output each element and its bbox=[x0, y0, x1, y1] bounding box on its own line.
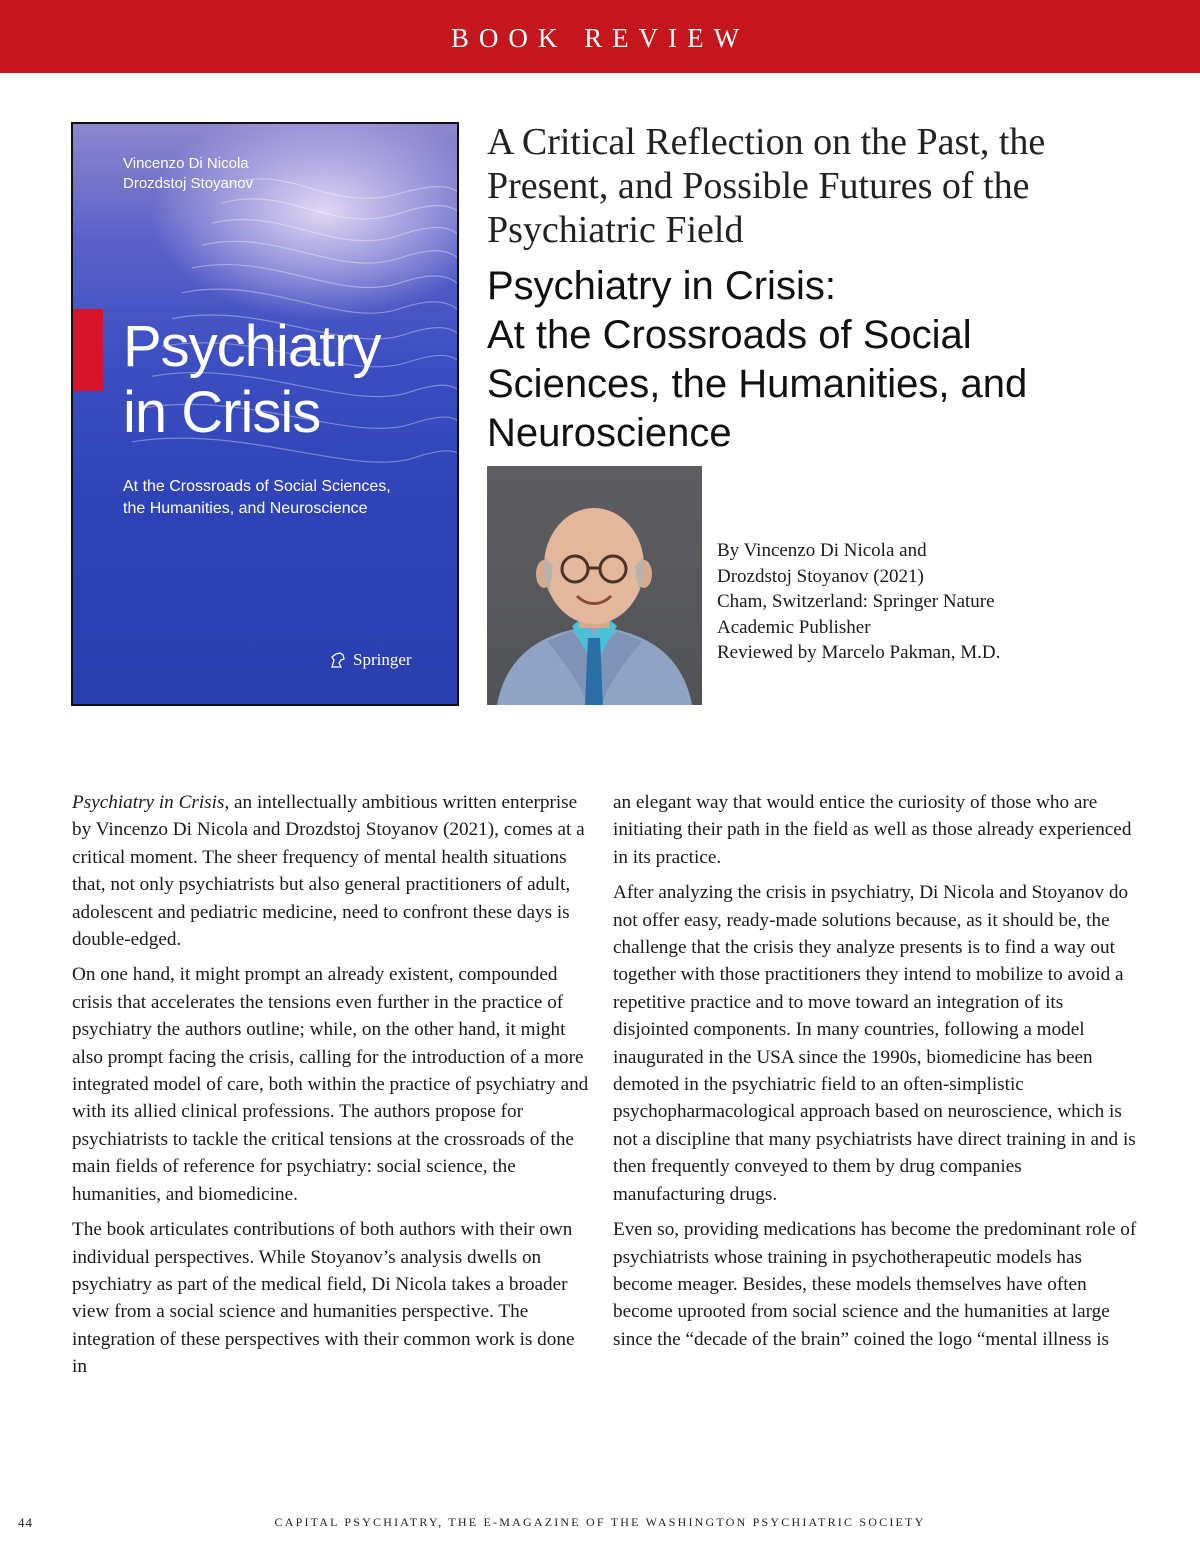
body-paragraph bbox=[72, 789, 592, 953]
cover-accent-bar bbox=[73, 309, 103, 391]
springer-horse-icon bbox=[329, 651, 347, 669]
paragraph-text: , an intellectually ambitious written enterprise by Vincenzo Di Nicola and Drozdstoj Stoyanov (2021), comes at a critical moment. The sheer frequency of mental health situations that, not only psychiatrists but also general practitioners of adult, adolescent and pediatric medicine, need to confront these days is double-edged. bbox=[72, 792, 585, 951]
book-title-line-1: Psychiatry in Crisis: bbox=[487, 264, 836, 308]
credits-line-3: Cham, Switzerland: Springer Nature bbox=[717, 591, 995, 612]
reviewer-photo bbox=[487, 466, 702, 705]
body-paragraph: On one hand, it might prompt an already existent, compounded crisis that accelerates the tensions even further in the practice of psychiatry the authors outline; while, on the other hand, it might also prompt facing the crisis, calling for the introduction of a more integrated model of care, both within the practice of psychiatry and with its allied clinical professions. The authors propose for psychiatrists to tackle the critical tensions at the crossroads of the main fields of reference for psychiatry: social science, the humanities, and biomedicine. bbox=[72, 964, 589, 1205]
body-paragraph: Even so, providing medications has become the predominant role of psychiatrists whose training in psychotherapeutic models has become meager. Besides, these models themselves have often become uprooted from social science and the humanities at large since the “decade of the brain” coined the logo “mental illness is bbox=[613, 1219, 1137, 1350]
review-kicker bbox=[487, 120, 1127, 252]
cover-authors bbox=[123, 154, 253, 194]
cover-title bbox=[123, 314, 381, 446]
page-footer: CAPITAL PSYCHIATRY, THE E-MAGAZINE OF THE WASHINGTON PSYCHIATRIC SOCIETY bbox=[274, 1515, 926, 1529]
cover-title-line-2: in Crisis bbox=[123, 380, 321, 445]
cover-author-2: Drozdstoj Stoyanov bbox=[123, 175, 254, 192]
page-number: 44 bbox=[18, 1515, 33, 1530]
cover-subtitle-line-2: the Humanities, and Neuroscience bbox=[123, 500, 368, 517]
credits-line-5: Reviewed by Marcelo Pakman, M.D. bbox=[717, 642, 1001, 663]
cover-title-line-1: Psychiatry bbox=[123, 314, 381, 379]
portrait-illustration bbox=[487, 466, 702, 705]
section-label: BOOK REVIEW bbox=[450, 23, 750, 53]
cover-subtitle-line-1: At the Crossroads of Social Sciences, bbox=[123, 478, 391, 495]
credits-line-4: Academic Publisher bbox=[717, 616, 871, 638]
cover-subtitle bbox=[123, 476, 391, 520]
kicker-line-3: Psychiatric Field bbox=[487, 209, 744, 251]
kicker-line-2: Present, and Possible Futures of the bbox=[487, 165, 1030, 207]
body-column-left bbox=[72, 789, 592, 1389]
body-column-right bbox=[613, 789, 1138, 1361]
book-title-line-4: Neuroscience bbox=[487, 411, 732, 455]
book-title-line-3: Sciences, the Humanities, and bbox=[487, 362, 1028, 406]
credits-line-1: By Vincenzo Di Nicola and bbox=[717, 540, 927, 561]
body-paragraph: The book articulates contributions of both authors with their own individual perspectives. While Stoyanov’s analysis dwells on psychiatry as part of the medical field, Di Nicola takes a broader view from a social science and humanities perspective. The integration of these perspectives with their common work is done in bbox=[72, 1219, 575, 1378]
book-title-line-2: At the Crossroads of Social bbox=[487, 313, 972, 357]
cover-author-1: Vincenzo Di Nicola bbox=[123, 155, 249, 172]
book-cover-image bbox=[71, 122, 459, 706]
book-title-italic: Psychiatry in Crisis bbox=[72, 792, 225, 813]
kicker-line-1: A Critical Reflection on the Past, the bbox=[487, 121, 1046, 163]
body-paragraph: an elegant way that would entice the curiosity of those who are initiating their path in the field as well as those already experienced in its practice. bbox=[613, 792, 1132, 868]
book-credits bbox=[717, 538, 1137, 666]
book-title bbox=[487, 262, 1167, 458]
section-banner bbox=[0, 0, 1200, 73]
cover-publisher bbox=[329, 650, 412, 670]
credits-line-2: Drozdstoj Stoyanov (2021) bbox=[717, 565, 924, 587]
cover-publisher-name: Springer bbox=[353, 650, 412, 669]
body-paragraph: After analyzing the crisis in psychiatry, Di Nicola and Stoyanov do not offer easy, ready-made solutions because, as it should be, the challenge that the crisis they analyze presents is to find a way out together with those practitioners they intend to mobilize to avoid a repetitive practice and to move toward an integration of its disjointed components. In many countries, following a model inaugurated in the USA since the 1990s, biomedicine has been demoted in the psychiatric field to an often-simplistic psychopharmacological approach based on neuroscience, which is not a discipline that many psychiatrists have direct training in and is then frequently conveyed to them by drug companies manufacturing drugs. bbox=[613, 882, 1136, 1205]
